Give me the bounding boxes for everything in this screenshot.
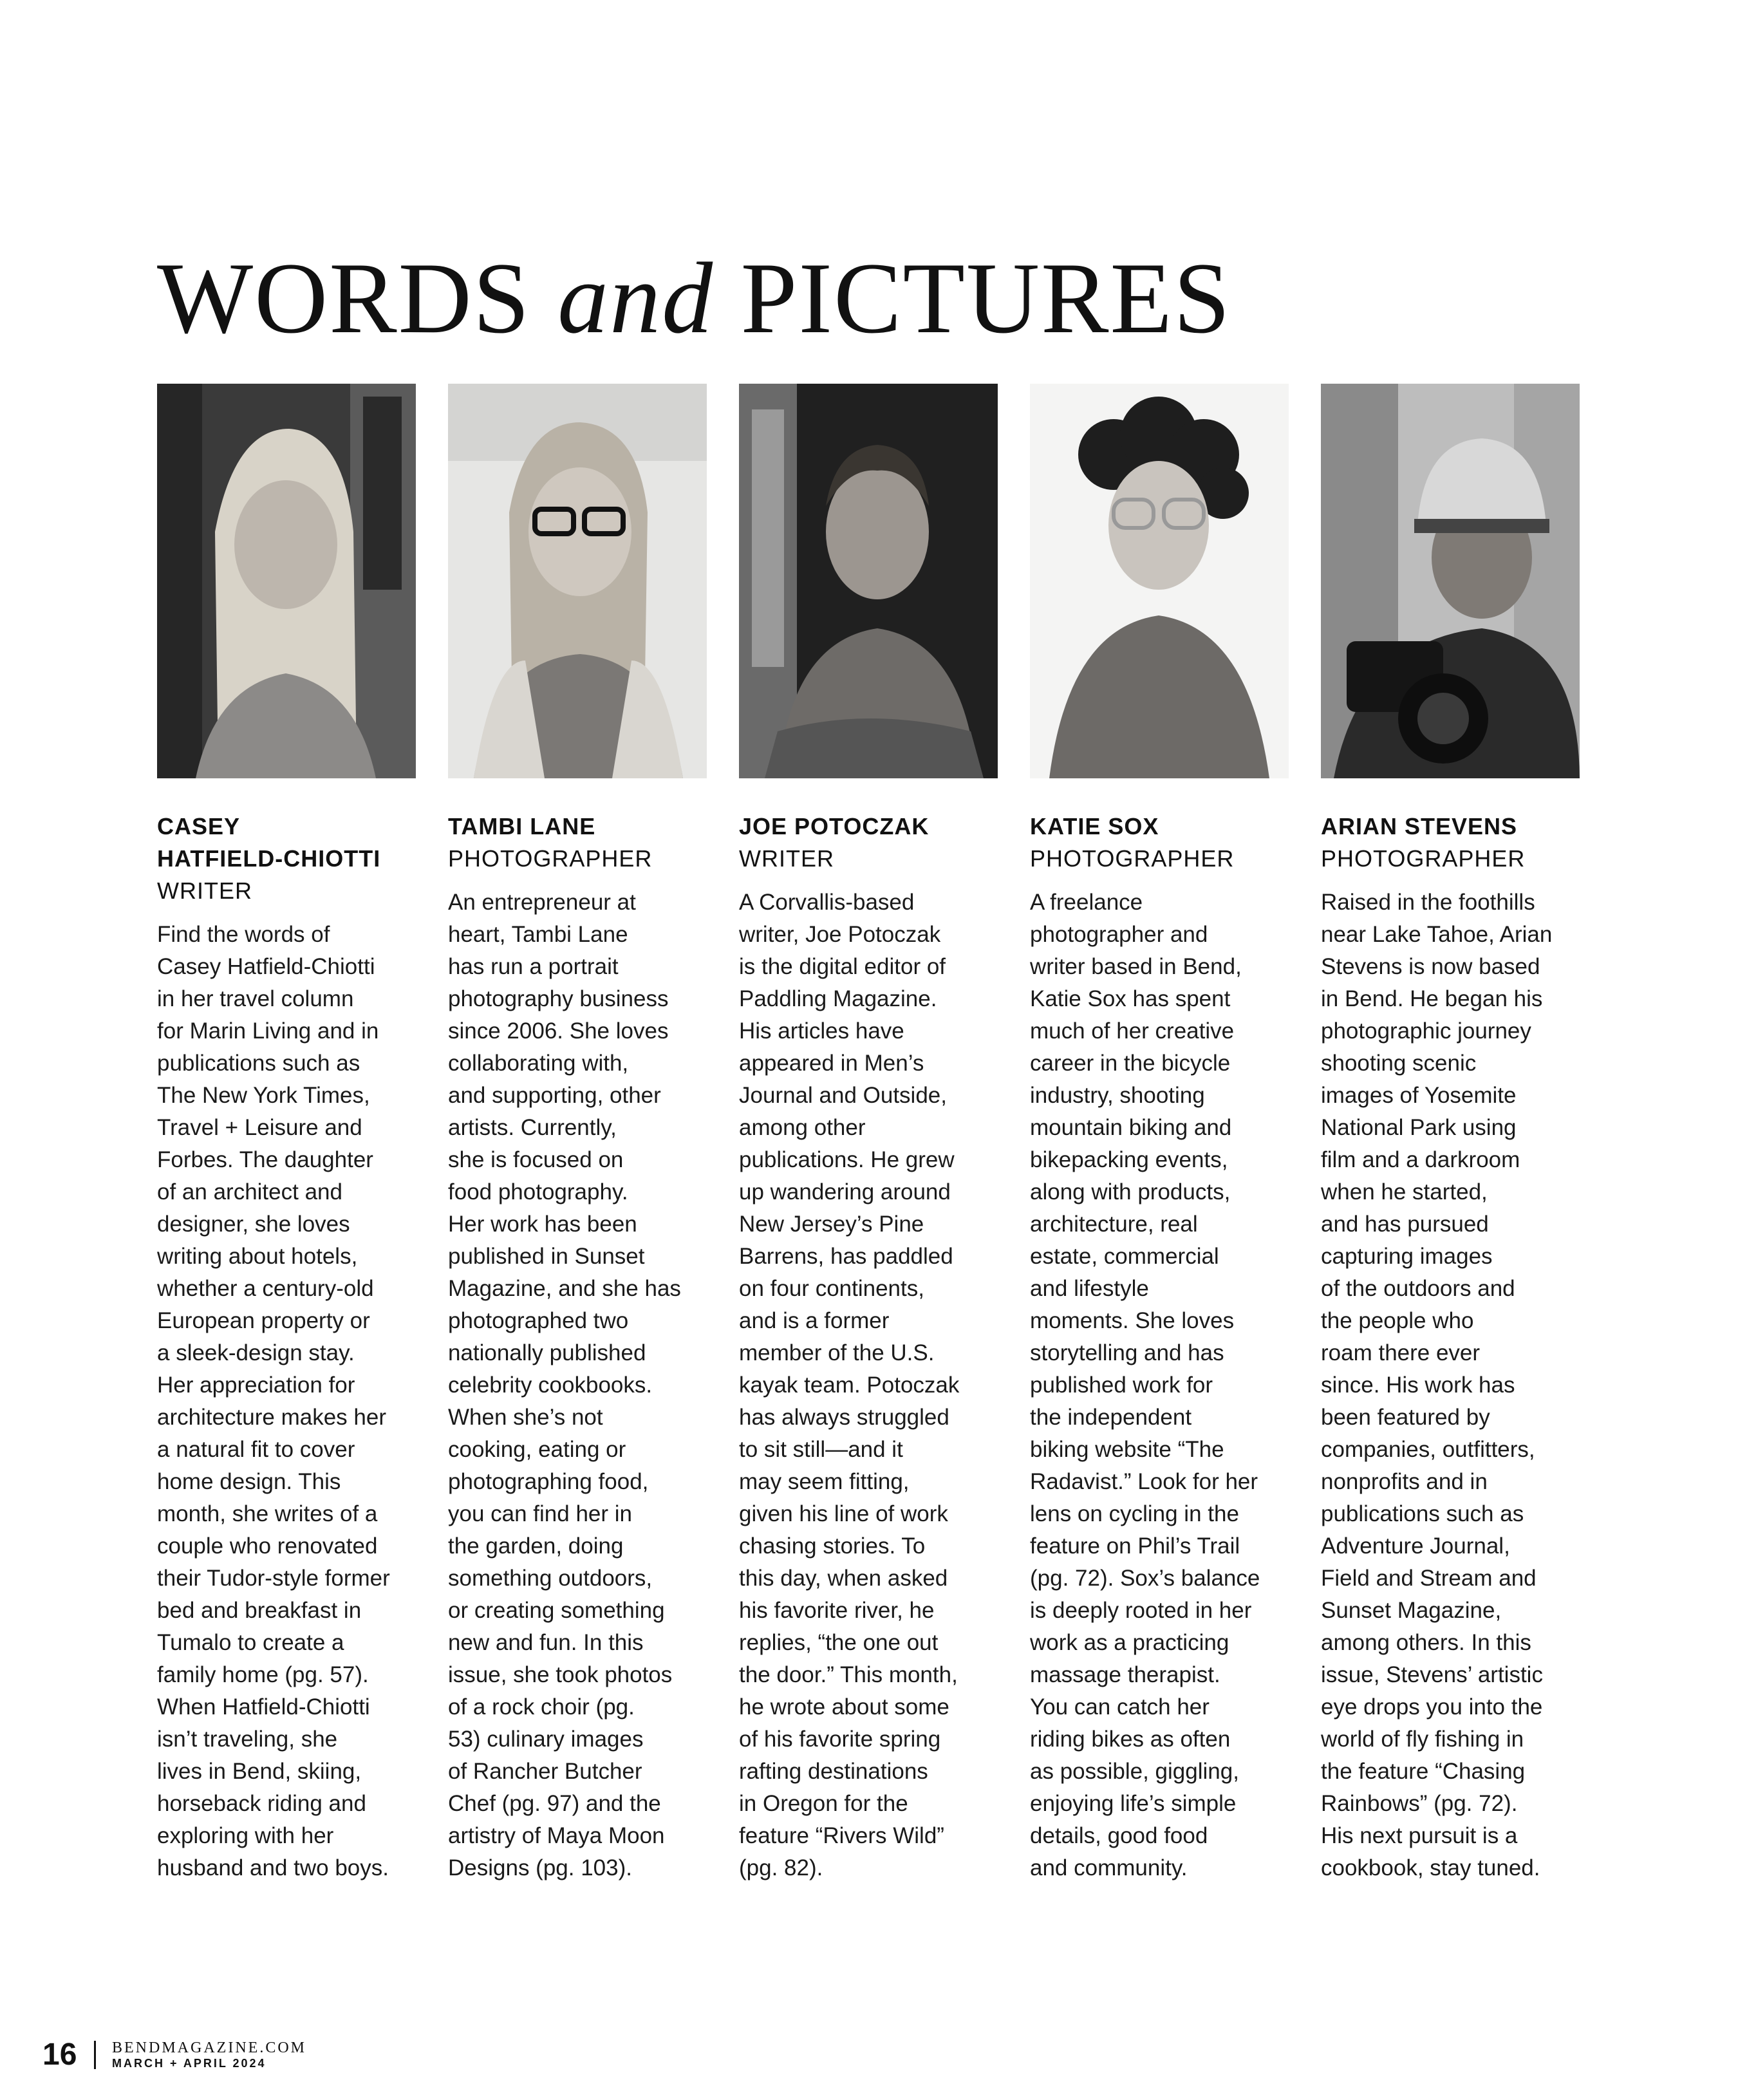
bio-line: feature “Rivers Wild” [739,1823,944,1848]
bio-line: A freelance [1030,890,1143,915]
bio-line: shooting scenic [1321,1051,1477,1076]
bio-line: or creating something [448,1598,665,1623]
bio-line: in Oregon for the [739,1791,908,1816]
bio-line: publications such as [1321,1501,1524,1526]
bio-line: photographing food, [448,1469,649,1494]
bio-line: photography business [448,986,669,1011]
bio-line: designer, she loves [157,1212,350,1237]
bio-line: horseback riding and [157,1791,366,1816]
bio-line: on four continents, [739,1276,924,1301]
bio-line: and community. [1030,1855,1188,1880]
bio-line: architecture, real [1030,1212,1198,1237]
bio-line: he wrote about some [739,1694,949,1720]
contributor-bio [1030,886,1300,1884]
bio-line: been featured by [1321,1405,1490,1430]
bio-line: in Bend. He began his [1321,986,1543,1011]
bio-line: details, good food [1030,1823,1208,1848]
bio-line: mountain biking and [1030,1115,1232,1140]
footer-site: BENDMAGAZINE.COM [112,2039,306,2056]
bio-line: and lifestyle [1030,1276,1149,1301]
bio-line: among other [739,1115,866,1140]
contributor-card [448,384,718,1884]
contributor-role: PHOTOGRAPHER [448,845,653,872]
bio-line: photographed two [448,1308,629,1333]
bio-line: this day, when asked [739,1566,948,1591]
bio-line: the feature “Chasing [1321,1759,1526,1784]
bio-line: given his line of work [739,1501,948,1526]
portrait-arian [1321,384,1580,778]
bio-line: among others. In this [1321,1630,1531,1655]
bio-line: Katie Sox has spent [1030,986,1231,1011]
bio-line: cookbook, stay tuned. [1321,1855,1540,1880]
bio-line: bikepacking events, [1030,1147,1228,1172]
bio-line: career in the bicycle [1030,1051,1231,1076]
contributor-role: PHOTOGRAPHER [1030,845,1235,872]
bio-line: Her work has been [448,1212,637,1237]
bio-line: new and fun. In this [448,1630,644,1655]
contributor-bio [157,919,427,1884]
bio-line: of his favorite spring [739,1727,941,1752]
bio-line: writer, Joe Potoczak [739,922,941,947]
bio-line: publications. He grew [739,1147,955,1172]
bio-line: is the digital editor of [739,954,946,979]
bio-line: may seem fitting, [739,1469,910,1494]
bio-line: Adventure Journal, [1321,1533,1510,1559]
portrait-joe [739,384,998,778]
bio-line: is deeply rooted in her [1030,1598,1252,1623]
bio-line: near Lake Tahoe, Arian [1321,922,1553,947]
bio-line: capturing images [1321,1244,1493,1269]
bio-line: family home (pg. 57). [157,1662,369,1687]
bio-line: photographic journey [1321,1018,1531,1044]
bio-line: Tumalo to create a [157,1630,344,1655]
bio-line: Her appreciation for [157,1373,355,1398]
bio-line: along with products, [1030,1179,1231,1205]
bio-line: when he started, [1321,1179,1488,1205]
bio-line: published in Sunset [448,1244,645,1269]
bio-line: Travel + Leisure and [157,1115,362,1140]
bio-line: bed and breakfast in [157,1598,362,1623]
bio-line: as possible, giggling, [1030,1759,1239,1784]
bio-line: photographer and [1030,922,1208,947]
bio-line: New Jersey’s Pine [739,1212,924,1237]
contributor-card [157,384,427,1884]
bio-line: writing about hotels, [157,1244,358,1269]
bio-line: much of her creative [1030,1018,1235,1044]
bio-line: a natural fit to cover [157,1437,355,1462]
bio-line: artistry of Maya Moon [448,1823,665,1848]
portrait-katie [1030,384,1289,778]
bio-line: she is focused on [448,1147,624,1172]
bio-line: has run a portrait [448,954,619,979]
bio-line: National Park using [1321,1115,1517,1140]
bio-line: since 2006. She loves [448,1018,669,1044]
bio-line: exploring with her [157,1823,334,1848]
bio-line: chasing stories. To [739,1533,926,1559]
bio-line: and has pursued [1321,1212,1489,1237]
bio-line: Magazine, and she has [448,1276,681,1301]
bio-line: A Corvallis-based [739,890,915,915]
bio-line: whether a century-old [157,1276,374,1301]
bio-line: architecture makes her [157,1405,386,1430]
footer-issue: MARCH + APRIL 2024 [112,2057,266,2070]
bio-line: Journal and Outside, [739,1083,947,1108]
contributor-name: KATIE SOX [1030,813,1159,839]
bio-line: Sunset Magazine, [1321,1598,1502,1623]
bio-line: Paddling Magazine. [739,986,937,1011]
contributor-name: TAMBI LANE [448,813,596,839]
bio-line: Radavist.” Look for her [1030,1469,1258,1494]
bio-line: storytelling and has [1030,1340,1224,1365]
portrait-casey [157,384,416,778]
bio-line: collaborating with, [448,1051,629,1076]
bio-line: has always struggled [739,1405,949,1430]
bio-line: Field and Stream and [1321,1566,1537,1591]
bio-line: His next pursuit is a [1321,1823,1518,1848]
contributor-photo [739,384,998,778]
bio-line: Forbes. The daughter [157,1147,373,1172]
bio-line: you can find her in [448,1501,633,1526]
bio-line: nationally published [448,1340,646,1365]
bio-line: estate, commercial [1030,1244,1219,1269]
contributor-card [1321,384,1591,1884]
bio-line: rafting destinations [739,1759,928,1784]
bio-line: Stevens is now based [1321,954,1540,979]
bio-line: enjoying life’s simple [1030,1791,1237,1816]
bio-line: home design. This [157,1469,341,1494]
bio-line: since. His work has [1321,1373,1515,1398]
bio-line: the independent [1030,1405,1192,1430]
bio-line: images of Yosemite [1321,1083,1517,1108]
bio-line: The New York Times, [157,1083,370,1108]
bio-line: and supporting, other [448,1083,661,1108]
bio-line: the door.” This month, [739,1662,958,1687]
bio-line: artists. Currently, [448,1115,617,1140]
page-number: 16 [42,2038,77,2072]
bio-line: the people who [1321,1308,1474,1333]
bio-line: moments. She loves [1030,1308,1235,1333]
bio-line: (pg. 82). [739,1855,823,1880]
bio-line: Barrens, has paddled [739,1244,953,1269]
bio-line: Raised in the foothills [1321,890,1535,915]
title-words: WORDS [157,242,531,355]
bio-line: in her travel column [157,986,354,1011]
contributor-photo [448,384,707,778]
bio-line: appeared in Men’s [739,1051,924,1076]
bio-line: celebrity cookbooks. [448,1373,653,1398]
bio-line: isn’t traveling, she [157,1727,338,1752]
bio-line: His articles have [739,1018,904,1044]
bio-line: replies, “the one out [739,1630,939,1655]
bio-line: of Rancher Butcher [448,1759,642,1784]
bio-line: European property or [157,1308,370,1333]
bio-line: Chef (pg. 97) and the [448,1791,661,1816]
contributor-name: ARIAN STEVENS [1321,813,1518,839]
bio-line: film and a darkroom [1321,1147,1520,1172]
bio-line: something outdoors, [448,1566,653,1591]
contributor-role: PHOTOGRAPHER [1321,845,1526,872]
bio-line: published work for [1030,1373,1213,1398]
contributor-name: CASEY HATFIELD-CHIOTTI [157,813,381,872]
contributor-photo [1030,384,1289,778]
bio-line: for Marin Living and in [157,1018,379,1044]
bio-line: world of fly fishing in [1321,1727,1524,1752]
contributor-photo [1321,384,1580,778]
bio-line: nonprofits and in [1321,1469,1488,1494]
bio-line: companies, outfitters, [1321,1437,1535,1462]
bio-line: of a rock choir (pg. [448,1694,635,1720]
bio-line: of an architect and [157,1179,342,1205]
bio-line: month, she writes of a [157,1501,378,1526]
page-title [157,242,1231,355]
bio-line: industry, shooting [1030,1083,1205,1108]
bio-line: up wandering around [739,1179,951,1205]
bio-line: eye drops you into the [1321,1694,1543,1720]
bio-line: Designs (pg. 103). [448,1855,632,1880]
bio-line: You can catch her [1030,1694,1210,1720]
bio-line: the garden, doing [448,1533,624,1559]
bio-line: When Hatfield-Chiotti [157,1694,370,1720]
bio-line: An entrepreneur at [448,890,636,915]
contributor-name: JOE POTOCZAK [739,813,930,839]
bio-line: (pg. 72). Sox’s balance [1030,1566,1260,1591]
title-and: and [557,242,715,355]
bio-line: and is a former [739,1308,890,1333]
bio-line: roam there ever [1321,1340,1481,1365]
bio-line: feature on Phil’s Trail [1030,1533,1240,1559]
bio-line: couple who renovated [157,1533,378,1559]
bio-line: issue, Stevens’ artistic [1321,1662,1543,1687]
bio-line: biking website “The [1030,1437,1224,1462]
bio-line: husband and two boys. [157,1855,389,1880]
contributor-role: WRITER [739,845,834,872]
bio-line: 53) culinary images [448,1727,644,1752]
contributor-bio [448,886,718,1884]
contributor-card [739,384,1009,1884]
bio-line: kayak team. Potoczak [739,1373,960,1398]
bio-line: Rainbows” (pg. 72). [1321,1791,1518,1816]
bio-line: his favorite river, he [739,1598,935,1623]
bio-line: massage therapist. [1030,1662,1220,1687]
contributor-bio [739,886,1009,1884]
contributor-photo [157,384,416,778]
bio-line: their Tudor-style former [157,1566,390,1591]
bio-line: When she’s not [448,1405,603,1430]
bio-line: Find the words of [157,922,330,947]
portrait-tambi [448,384,707,778]
bio-line: cooking, eating or [448,1437,626,1462]
contributor-role: WRITER [157,877,252,904]
bio-line: member of the U.S. [739,1340,935,1365]
bio-line: heart, Tambi Lane [448,922,628,947]
bio-line: food photography. [448,1179,628,1205]
bio-line: a sleek-design stay. [157,1340,355,1365]
bio-line: work as a practicing [1030,1630,1229,1655]
bio-line: to sit still—and it [739,1437,903,1462]
bio-line: Casey Hatfield-Chiotti [157,954,375,979]
bio-line: riding bikes as often [1030,1727,1231,1752]
bio-line: publications such as [157,1051,360,1076]
bio-line: issue, she took photos [448,1662,673,1687]
bio-line: lens on cycling in the [1030,1501,1239,1526]
footer-divider [94,2041,96,2069]
bio-line: lives in Bend, skiing, [157,1759,362,1784]
bio-line: writer based in Bend, [1030,954,1242,979]
contributor-bio [1321,886,1591,1884]
title-pictures: PICTURES [740,242,1231,355]
bio-line: of the outdoors and [1321,1276,1515,1301]
contributor-card [1030,384,1300,1884]
